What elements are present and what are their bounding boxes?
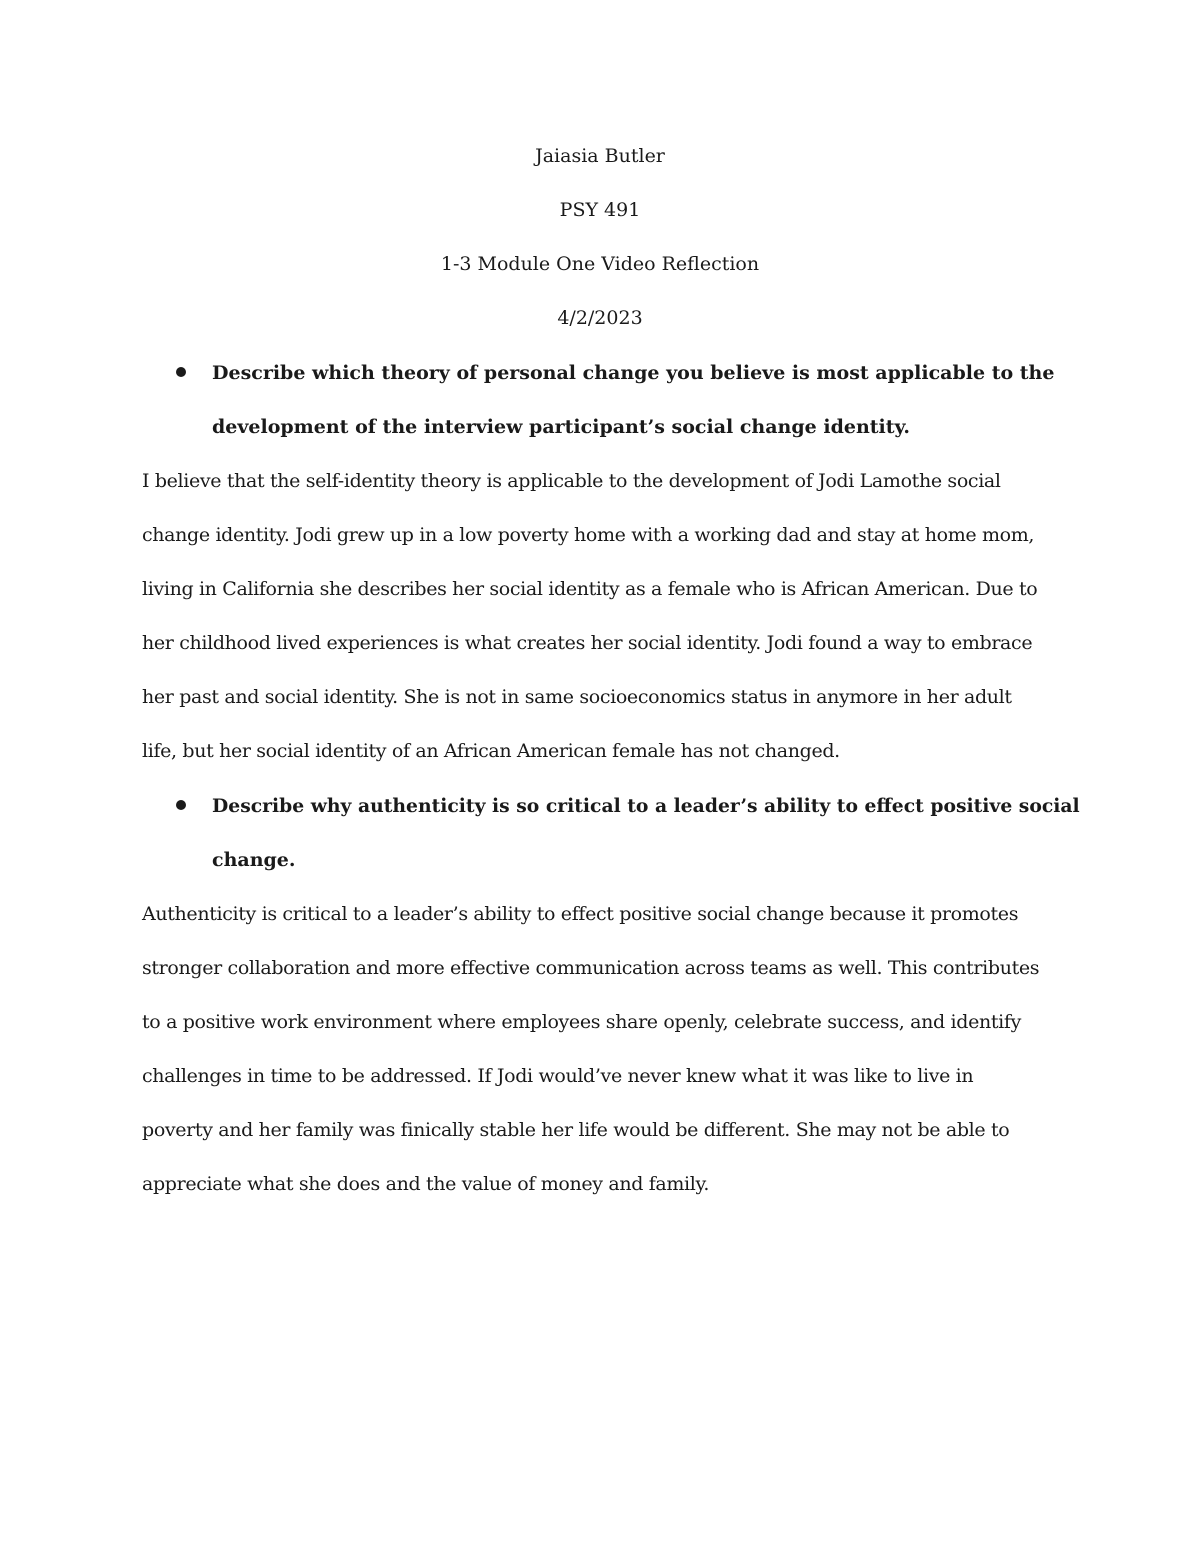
bullet-icon <box>176 800 186 810</box>
bullet-icon <box>176 367 186 377</box>
question-2-line-1: Describe why authenticity is so critical to a leader’s ability to effect positive social <box>212 795 1080 817</box>
answer-2-line-1: Authenticity is critical to a leader’s ability to effect positive social change because it promotes <box>142 903 1019 925</box>
author-name: Jaiasia Butler <box>535 145 665 167</box>
answer-1-line-2: change identity. Jodi grew up in a low poverty home with a working dad and stay at home mom, <box>142 524 1035 546</box>
answer-1-line-3: living in California she describes her social identity as a female who is African American. Due to <box>142 578 1038 600</box>
answer-2-line-3: to a positive work environment where employees share openly, celebrate success, and identify <box>142 1011 1021 1033</box>
course-code: PSY 491 <box>559 199 641 221</box>
answer-1-line-6: life, but her social identity of an African American female has not changed. <box>142 740 840 762</box>
question-1-line-1: Describe which theory of personal change you believe is most applicable to the <box>212 362 1055 384</box>
document-date: 4/2/2023 <box>557 307 643 329</box>
answer-2-line-6: appreciate what she does and the value of money and family. <box>142 1173 710 1195</box>
answer-1-line-1: I believe that the self-identity theory is applicable to the development of Jodi Lamothe social <box>142 470 1001 492</box>
answer-1-line-4: her childhood lived experiences is what creates her social identity. Jodi found a way to embrace <box>142 632 1033 654</box>
answer-1-line-5: her past and social identity. She is not in same socioeconomics status in anymore in her adult <box>142 686 1012 708</box>
answer-2-line-5: poverty and her family was finically stable her life would be different. She may not be able to <box>142 1119 1010 1141</box>
assignment-title: 1-3 Module One Video Reflection <box>440 253 760 275</box>
question-1-line-2: development of the interview participant’s social change identity. <box>212 416 910 438</box>
question-2-line-2: change. <box>212 849 296 871</box>
answer-2-line-2: stronger collaboration and more effective communication across teams as well. This contributes <box>142 957 1040 979</box>
answer-2-line-4: challenges in time to be addressed. If Jodi would’ve never knew what it was like to live in <box>142 1065 974 1087</box>
